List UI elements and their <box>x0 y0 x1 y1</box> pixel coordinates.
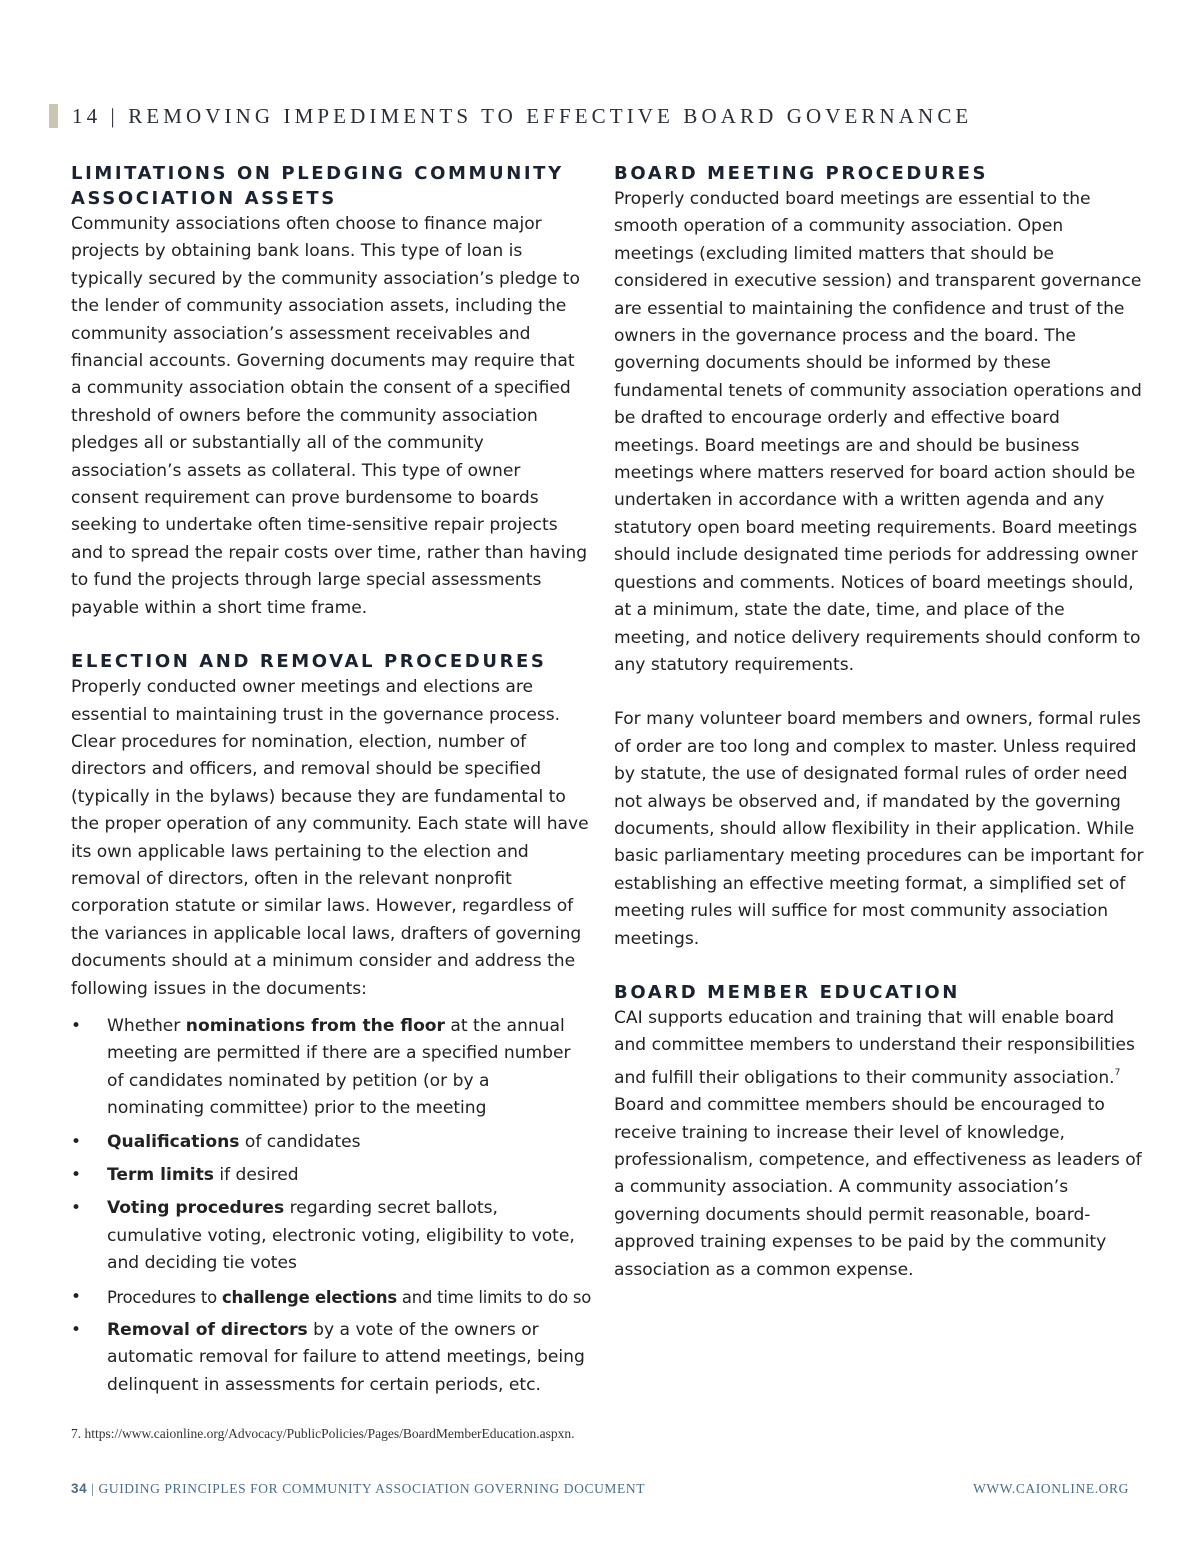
footer-website[interactable]: WWW.CAIONLINE.ORG <box>973 1481 1129 1496</box>
footer-separator: | <box>91 1481 95 1496</box>
bullet-bold: Removal of directors <box>107 1320 308 1341</box>
election-issues-list <box>71 1013 592 1399</box>
bullet-post: and time limits to do so <box>396 1287 592 1307</box>
bullet-bold: challenge elections <box>221 1287 397 1307</box>
bullet-post: of candidates <box>239 1131 361 1152</box>
publication-title: GUIDING PRINCIPLES FOR COMMUNITY ASSOCIATION GOVERNING DOCUMENT <box>98 1481 646 1496</box>
bullet-bold: Qualifications <box>107 1131 240 1152</box>
bullet-icon: • <box>71 1131 82 1152</box>
bullet-icon: • <box>71 1286 81 1307</box>
page-number: 34 <box>71 1481 88 1496</box>
section-body <box>614 1005 1144 1284</box>
section-heading: BOARD MEMBER EDUCATION <box>614 981 960 1003</box>
footnote: 7. https://www.caionline.org/Advocacy/PublicPolicies/Pages/BoardMemberEducation.aspxn. <box>71 1426 575 1441</box>
heading-line-1: LIMITATIONS ON PLEDGING COMMUNITY <box>71 163 564 184</box>
section-election-removal <box>71 649 592 1399</box>
bullet-post: by a vote of the owners or automatic removal for failure to attend meetings, being delinquent in assessments for certain periods, etc. <box>107 1320 585 1395</box>
chapter-title: 14 | REMOVING IMPEDIMENTS TO EFFECTIVE BOARD GOVERNANCE <box>72 104 973 128</box>
section-body: Community associations often choose to finance major projects by obtaining bank loans. This type of loan is typically secured by the community association’s pledge to the lender of community association assets, including the community association’s assessment receivables and financial accounts. Governing documents may require that a community association obtain the consent of a specified threshold of owners before the community association pledges all or substantially all of the community association’s assets as collateral. This type of owner consent requirement can prove burdensome to boards seeking to undertake often time-sensitive repair projects and to spread the repair costs over time, rather than having to fund the projects through large special assessments payable within a short time frame. <box>71 214 588 618</box>
section-body: Properly conducted owner meetings and elections are essential to maintaining trust in the governance process. Clear procedures for nomination, election, number of directors and officers, and removal should be specified (typically in the bylaws) because they are fundamental to the proper operation of any community. Each state will have its own applicable laws pertaining to the election and removal of directors, often in the relevant nonprofit corporation statute or similar laws. However, regardless of the variances in applicable local laws, drafters of governing documents should at a minimum consider and address the following issues in the documents: <box>71 677 589 999</box>
section-heading: BOARD MEETING PROCEDURES <box>614 163 989 184</box>
list-item <box>71 1284 592 1311</box>
bullet-pre: Whether <box>107 1015 186 1036</box>
section-board-education <box>614 980 1144 1284</box>
bullet-icon: • <box>71 1198 82 1219</box>
right-column <box>614 161 1144 1284</box>
bullet-pre: Procedures to <box>107 1287 222 1307</box>
chapter-accent-bar <box>49 104 58 128</box>
section-body: Properly conducted board meetings are essential to the smooth operation of a community association. Open meetings (excluding limited matters that should be considered in executive session) and transparent governance are essential to maintaining the confidence and trust of the owners in the governance process and the board. The governing documents should be informed by these fundamental tenets of community association operations and be drafted to encourage orderly and effective board meetings. Board meetings are and should be business meetings where matters reserved for board action should be undertaken in accordance with a written agenda and any statutory open board meeting requirements. Board meetings should include designated time periods for addressing owner questions and comments. Notices of board meetings should, at a minimum, state the date, time, and place of the meeting, and notice delivery requirements should conform to any statutory requirements. <box>614 189 1142 675</box>
heading-line-2: ASSOCIATION ASSETS <box>71 188 337 209</box>
left-column <box>71 161 592 1405</box>
bullet-icon: • <box>71 1015 82 1036</box>
bullet-bold: Voting procedures <box>107 1198 285 1219</box>
section-heading: ELECTION AND REMOVAL PROCEDURES <box>71 651 547 673</box>
section-heading <box>71 161 589 211</box>
bullet-post: regarding secret ballots, cumulative voting, electronic voting, eligibility to vote, and deciding tie votes <box>107 1198 575 1274</box>
footnote-ref[interactable]: 7 <box>1114 1067 1121 1078</box>
list-item <box>71 1013 589 1123</box>
section-board-meeting <box>614 161 1144 953</box>
bullet-post: at the annual meeting are permitted if there are a specified number of candidates nominated by petition (or by a nominating committee) prior to the meeting <box>107 1015 571 1119</box>
section-pledging-assets <box>71 161 589 622</box>
bullet-icon: • <box>71 1165 82 1185</box>
bullet-bold: Term limits <box>107 1165 214 1185</box>
body-part-2: Board and committee members should be encouraged to receive training to increase their level of knowledge, professionalism, competence, and effectiveness as leaders of a community association. A community association’s governing documents should permit reasonable, board-approved training expenses to be paid by the community association as a common expense. <box>614 1095 1142 1280</box>
list-item <box>71 1195 589 1277</box>
section-body: For many volunteer board members and owners, formal rules of order are too long and complex to master. Unless required by statute, the use of designated formal rules of order need not always be observed and, if mandated by the governing documents, should allow flexibility in their application. While basic parliamentary meeting procedures can be important for establishing an effective meeting format, a simplified set of meeting rules will suffice for most community association meetings. <box>614 709 1144 949</box>
bullet-post: if desired <box>213 1165 299 1185</box>
body-part-1: CAI supports education and training that will enable board and committee members to understand their responsibilities and fulfill their obligations to their community association. <box>614 1007 1135 1088</box>
bullet-bold: nominations from the floor <box>185 1015 445 1036</box>
footer-publication <box>71 1481 645 1497</box>
list-item <box>71 1162 589 1189</box>
bullet-icon: • <box>71 1320 82 1341</box>
list-item <box>71 1129 589 1156</box>
list-item <box>71 1317 589 1399</box>
